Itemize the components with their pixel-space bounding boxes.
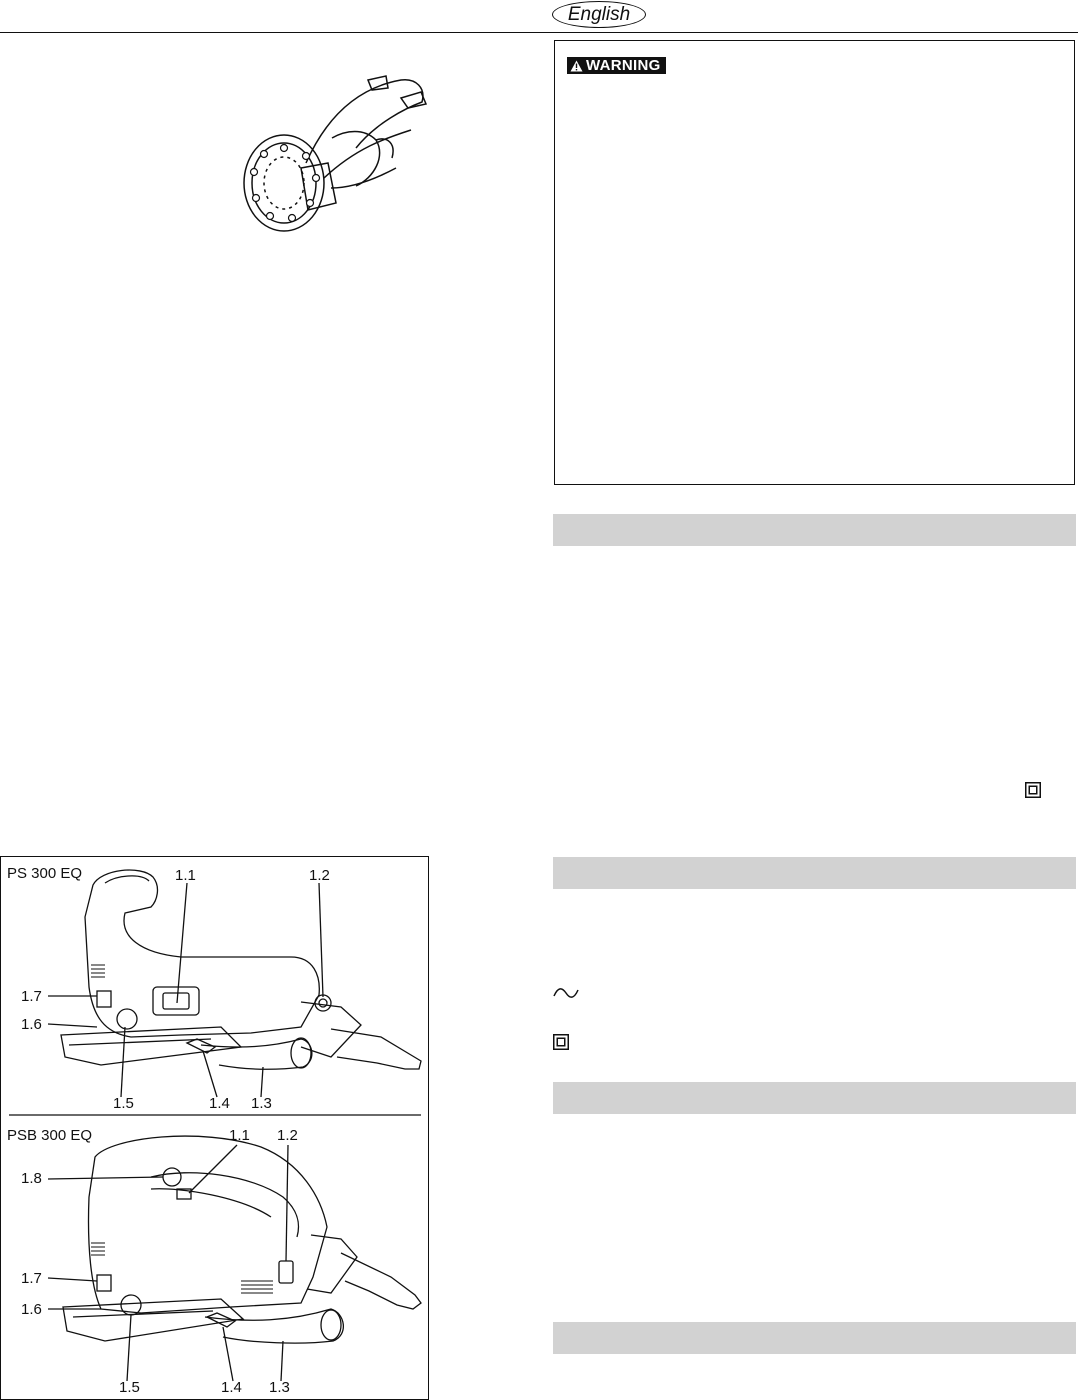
double-insulation-icon [1025,782,1041,798]
psb-port-opening [321,1310,341,1340]
callout-1-2: 1.2 [309,867,330,884]
psb-handle-loop [151,1173,298,1237]
callout-1-5: 1.5 [113,1095,134,1112]
section-heading-bar-4 [553,1322,1076,1354]
callout-1-3: 1.3 [251,1095,272,1112]
callout-1-4: 1.4 [221,1379,242,1396]
model-label-ps: PS 300 EQ [7,865,83,882]
psb-speed-dial [279,1261,293,1283]
alternating-current-icon [553,986,579,1000]
section-heading-bar-1 [553,514,1076,546]
warning-label-text: WARNING [586,57,661,74]
language-badge: English [552,1,646,28]
ps-switch-housing [153,987,199,1015]
psb-cord-guard [307,1235,357,1293]
callout-1-4: 1.4 [209,1095,230,1112]
psb-body-outline [89,1136,328,1313]
warning-label [567,57,666,74]
jigsaw-figure [0,856,429,1400]
callout-1-7: 1.7 [21,1270,42,1287]
ps-knob-1-5 [117,1009,137,1029]
callout-1-5: 1.5 [119,1379,140,1396]
ps-switch [163,993,189,1009]
callout-1-1: 1.1 [229,1127,250,1144]
double-insulation-icon [553,1034,569,1050]
psb-lock-button [163,1168,181,1186]
ps-port-opening [291,1038,311,1068]
section-heading-bar-3 [553,1082,1076,1114]
model-label-psb: PSB 300 EQ [7,1127,93,1144]
callout-1-3: 1.3 [269,1379,290,1396]
psb-cord [341,1253,421,1309]
ps-cord [331,1029,421,1069]
callout-1-2: 1.2 [277,1127,298,1144]
warning-box [554,40,1075,485]
ps-lever-1-7 [97,991,111,1007]
header-rule [0,32,1078,33]
callout-1-6: 1.6 [21,1301,42,1318]
callout-1-7: 1.7 [21,988,42,1005]
callout-1-1: 1.1 [175,867,196,884]
section-heading-bar-2 [553,857,1076,889]
callout-1-6: 1.6 [21,1016,42,1033]
ps-speed-dial [315,995,331,1011]
ps-handle-top [105,876,149,883]
psb-lever-1-7 [97,1275,111,1291]
respirator-illustration [236,68,446,238]
psb-base-plate [63,1299,243,1341]
warning-triangle-icon [570,60,583,72]
callout-1-8: 1.8 [21,1170,42,1187]
